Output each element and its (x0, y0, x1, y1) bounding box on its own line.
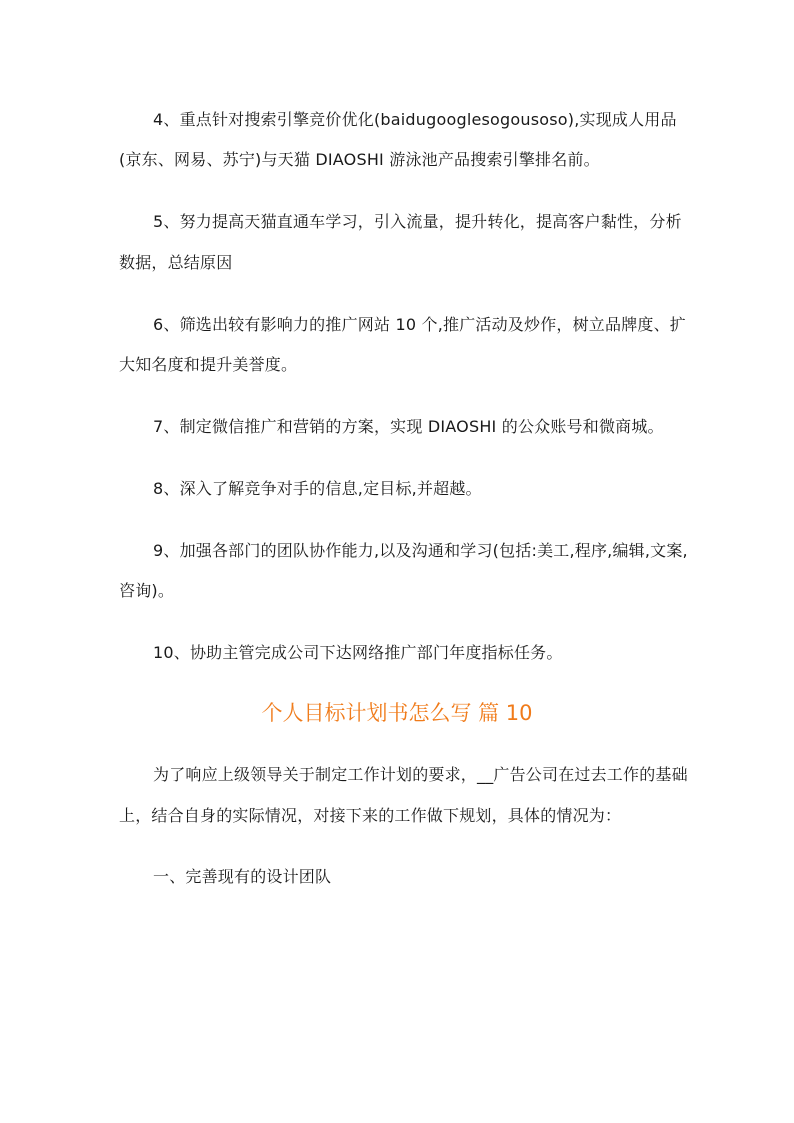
paragraph-7-line-1: 7、制定微信推广和营销的方案，实现 DIAOSHI 的公众账号和微商城。 (153, 417, 664, 436)
paragraph-6-line-1: 6、筛选出较有影响力的推广网站 10 个,推广活动及炒作，树立品牌度、扩 (153, 315, 686, 334)
intro-line-2: 上，结合自身的实际情况，对接下来的工作做下规划，具体的情况为： (119, 806, 622, 825)
subheading-design-team: 一、完善现有的设计团队 (153, 867, 332, 886)
paragraph-9-line-1: 9、加强各部门的团队协作能力,以及沟通和学习(包括:美工,程序,编辑,文案, (153, 541, 688, 560)
paragraph-10-line-1: 10、协助主管完成公司下达网络推广部门年度指标任务。 (153, 643, 563, 662)
paragraph-9-line-2: 咨询)。 (119, 581, 175, 600)
paragraph-5-line-1: 5、努力提高天猫直通车学习，引入流量，提升转化，提高客户黏性，分析 (153, 212, 682, 231)
paragraph-6-line-2: 大知名度和提升美誉度。 (119, 355, 298, 374)
paragraph-4-line-2: (京东、网易、苏宁)与天猫 DIAOSHI 游泳池产品搜索引擎排名前。 (119, 150, 600, 169)
paragraph-8-line-1: 8、深入了解竞争对手的信息,定目标,并超越。 (153, 479, 482, 498)
section-heading: 个人目标计划书怎么写 篇 10 (261, 701, 533, 725)
intro-line-1: 为了响应上级领导关于制定工作计划的要求，__广告公司在过去工作的基础 (153, 765, 688, 784)
paragraph-5-line-2: 数据，总结原因 (119, 253, 233, 272)
paragraph-4-line-1: 4、重点针对搜索引擎竞价优化(baidugooglesogousoso),实现成人用品 (153, 110, 677, 129)
